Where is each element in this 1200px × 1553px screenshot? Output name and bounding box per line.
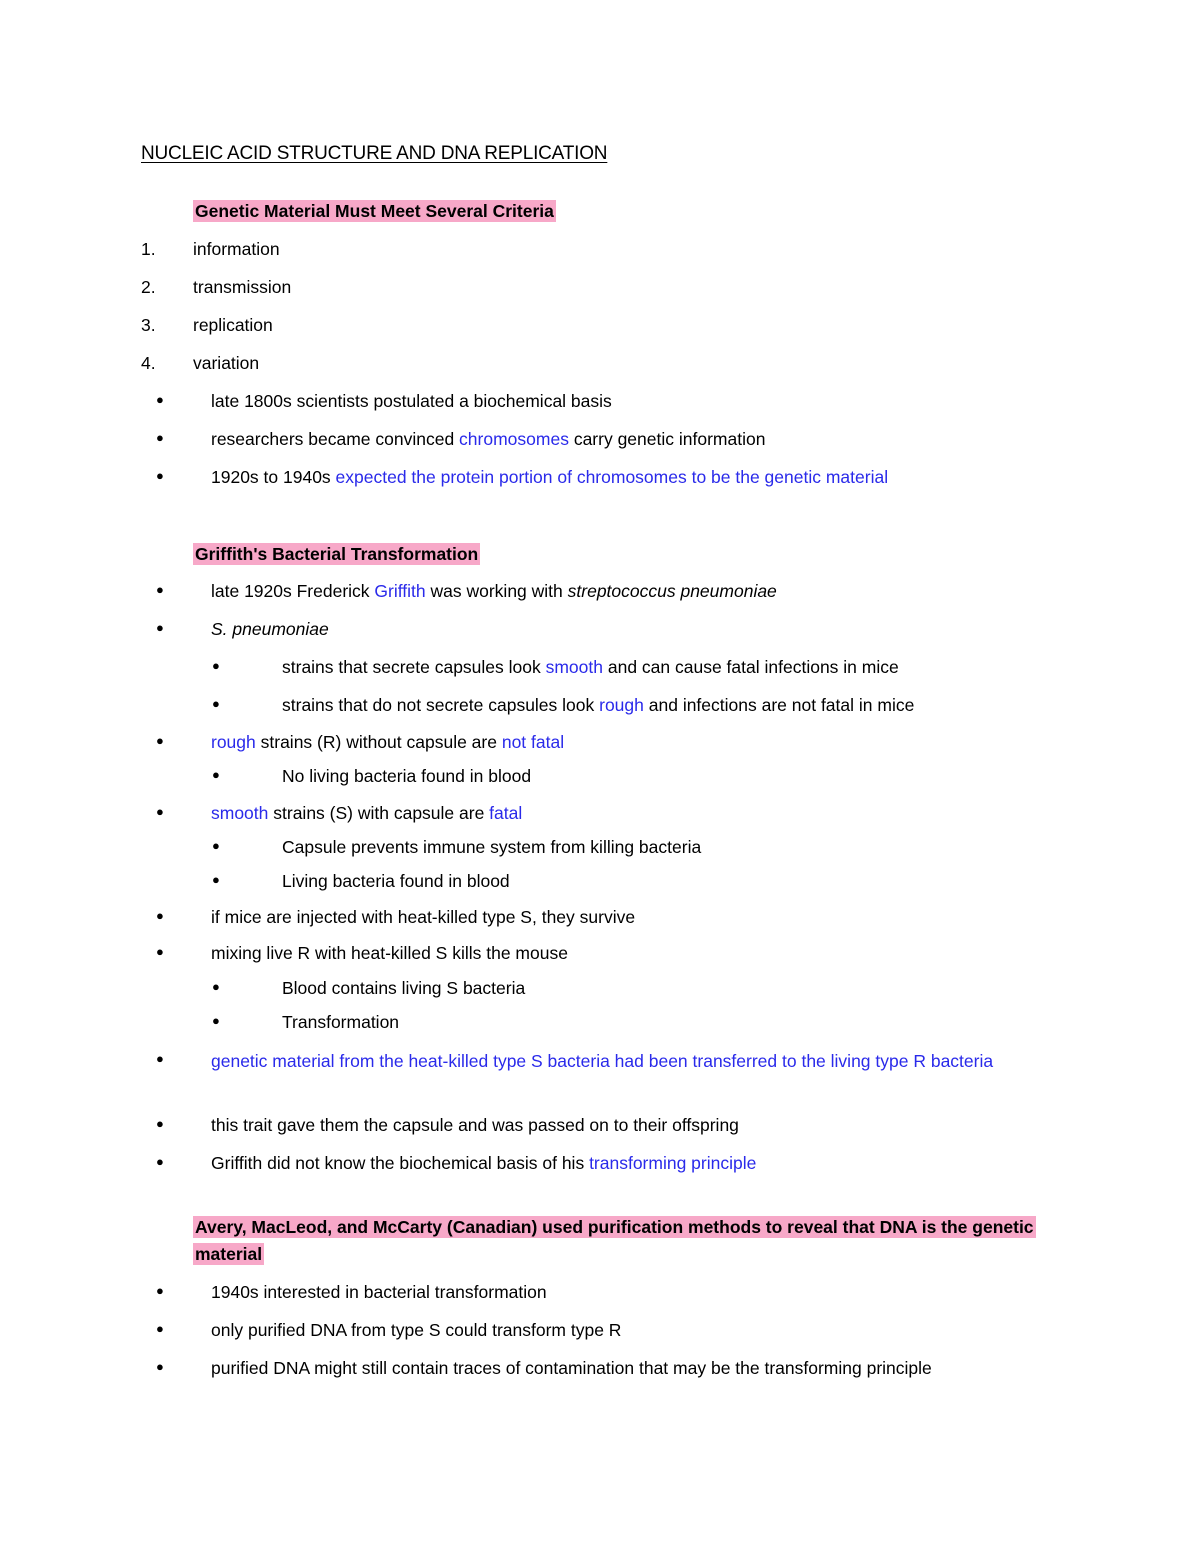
- list-item: rough strains (R) without capsule are not fatal: [211, 732, 565, 752]
- bullet-icon: ●: [156, 430, 164, 445]
- section-heading-avery: Avery, MacLeod, and McCarty (Canadian) used purification methods to reveal that DNA is the genetic material: [195, 1217, 1034, 1264]
- list-item: Blood contains living S bacteria: [282, 978, 526, 998]
- list-item: only purified DNA from type S could transform type R: [211, 1320, 622, 1340]
- bullet-icon: ●: [156, 468, 164, 483]
- list-item: Living bacteria found in blood: [282, 871, 510, 891]
- bullet-icon: ●: [156, 804, 164, 819]
- list-item: if mice are injected with heat-killed type S, they survive: [211, 907, 636, 927]
- bullet-icon: ●: [212, 696, 220, 711]
- bullet-icon: ●: [156, 1051, 164, 1066]
- list-item: variation: [193, 353, 260, 373]
- list-number: 2.: [141, 277, 156, 297]
- list-number: 4.: [141, 353, 156, 373]
- list-item: 1940s interested in bacterial transformation: [211, 1282, 547, 1302]
- bullet-icon: ●: [212, 838, 220, 853]
- list-number: 1.: [141, 239, 156, 259]
- list-number: 3.: [141, 315, 156, 335]
- bullet-icon: ●: [156, 1283, 164, 1298]
- bullet-icon: ●: [156, 1154, 164, 1169]
- list-item: late 1800s scientists postulated a biochemical basis: [211, 391, 612, 411]
- list-item: Transformation: [282, 1012, 400, 1032]
- list-item: Griffith did not know the biochemical basis of his transforming principle: [211, 1153, 757, 1173]
- list-item: smooth strains (S) with capsule are fatal: [211, 803, 523, 823]
- section-heading-criteria: Genetic Material Must Meet Several Criteria: [195, 201, 554, 221]
- list-item: late 1920s Frederick Griffith was working with streptococcus pneumoniae: [211, 581, 777, 601]
- list-item: S. pneumoniae: [211, 619, 329, 639]
- bullet-icon: ●: [156, 1321, 164, 1336]
- bullet-icon: ●: [212, 767, 220, 782]
- bullet-icon: ●: [156, 908, 164, 923]
- bullet-icon: ●: [156, 944, 164, 959]
- bullet-icon: ●: [156, 1116, 164, 1131]
- bullet-icon: ●: [156, 733, 164, 748]
- page-title: NUCLEIC ACID STRUCTURE AND DNA REPLICATION: [141, 143, 608, 164]
- list-item: strains that secrete capsules look smooth and can cause fatal infections in mice: [282, 657, 899, 677]
- list-item: transmission: [193, 277, 292, 297]
- list-item: purified DNA might still contain traces of contamination that may be the transforming principle: [211, 1358, 932, 1378]
- list-item: genetic material from the heat-killed type S bacteria had been transferred to the living type R bacteria: [211, 1051, 994, 1071]
- bullet-icon: ●: [156, 392, 164, 407]
- section-heading-griffith: Griffith's Bacterial Transformation: [195, 544, 479, 564]
- list-item: information: [193, 239, 280, 259]
- list-item: this trait gave them the capsule and was passed on to their offspring: [211, 1115, 739, 1135]
- bullet-icon: ●: [212, 658, 220, 673]
- bullet-icon: ●: [212, 979, 220, 994]
- bullet-icon: ●: [156, 1359, 164, 1374]
- list-item: 1920s to 1940s expected the protein portion of chromosomes to be the genetic material: [211, 467, 889, 487]
- list-item: mixing live R with heat-killed S kills the mouse: [211, 943, 568, 963]
- bullet-icon: ●: [156, 582, 164, 597]
- list-item: No living bacteria found in blood: [282, 766, 532, 786]
- bullet-icon: ●: [156, 620, 164, 635]
- bullet-icon: ●: [212, 872, 220, 887]
- list-item: replication: [193, 315, 273, 335]
- list-item: strains that do not secrete capsules look rough and infections are not fatal in mice: [282, 695, 915, 715]
- list-item: Capsule prevents immune system from killing bacteria: [282, 837, 702, 857]
- list-item: researchers became convinced chromosomes carry genetic information: [211, 429, 766, 449]
- bullet-icon: ●: [212, 1013, 220, 1028]
